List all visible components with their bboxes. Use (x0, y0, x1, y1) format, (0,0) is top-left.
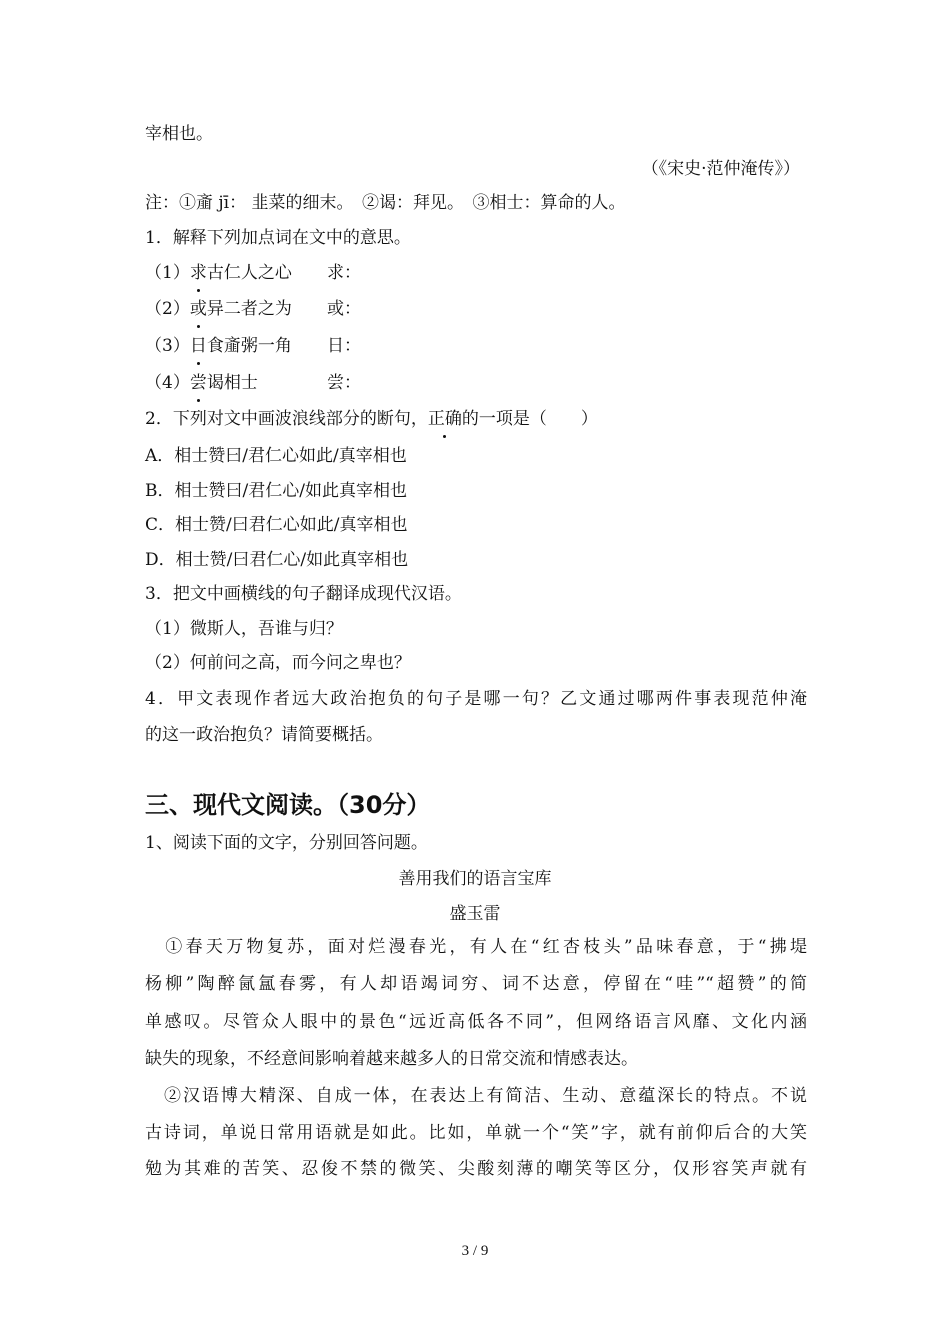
dotted-word: 尝 (189, 373, 207, 393)
question-2-option-a: A．相士赞曰/君仁心如此/真宰相也 (145, 446, 407, 466)
passage-tail: 宰相也。 (145, 124, 213, 144)
question-4-line-2: 的这一政治抱负？请简要概括。 (145, 725, 383, 745)
question-3-item-1: （1）微斯人，吾谁与归？ (145, 619, 343, 639)
paragraph-2-line-1: ②汉语博大精深、自成一体，在表达上有简洁、生动、意蕴深长的特点。不说 (145, 1086, 807, 1106)
section-3-instruction: 1、阅读下面的文字，分别回答问题。 (145, 833, 428, 853)
paragraph-1-line-3: 单感叹。尽管众人眼中的景色“远近高低各不同”，但网络语言风靡、文化内涵 (145, 1012, 807, 1032)
question-1-item-2: （2）或异二者之为 或： (145, 299, 361, 319)
paragraph-1-line-1: ①春天万物复苏，面对烂漫春光，有人在“红杏枝头”品味春意，于“拂堤 (145, 937, 807, 957)
answer-label: 求： (327, 263, 361, 283)
question-2-option-b: B．相士赞曰/君仁心/如此真宰相也 (145, 481, 407, 501)
section-3-heading: 三、现代文阅读。（30分） (145, 791, 431, 819)
paragraph-2-line-2: 古诗词，单说日常用语就是如此。比如，单就一个“笑”字，就有前仰后合的大笑 (145, 1123, 807, 1143)
article-title: 善用我们的语言宝库 (398, 869, 552, 889)
answer-label: 日： (327, 336, 361, 356)
question-2-option-d: D．相士赞/曰君仁心/如此真宰相也 (145, 550, 409, 570)
paragraph-1-line-2: 杨柳”陶醉氤氲春雾，有人却语竭词穷、词不达意，停留在“哇”“超赞”的简 (145, 974, 807, 994)
question-2-option-c: C．相士赞/曰君仁心如此/真宰相也 (145, 515, 408, 535)
answer-label: 或： (327, 299, 361, 319)
question-3-stem: 3．把文中画横线的句子翻译成现代汉语。 (145, 584, 462, 604)
question-3-item-2: （2）何前问之高，而今问之卑也？ (145, 653, 411, 673)
paragraph-1-line-4: 缺失的现象，不经意间影响着越来越多人的日常交流和情感表达。 (145, 1049, 638, 1069)
question-1-item-4: （4）尝谒相士 尝： (145, 373, 361, 393)
dotted-word: 求 (189, 263, 207, 283)
question-1-item-3: （3）日食齑粥一角 日： (145, 336, 361, 356)
article-author: 盛玉雷 (449, 904, 501, 924)
question-1-stem: 1．解释下列加点词在文中的意思。 (145, 228, 411, 248)
dotted-word: 或 (189, 299, 207, 319)
question-1-item-1: （1）求古仁人之心 求： (145, 263, 361, 283)
dotted-word: 日 (189, 336, 207, 356)
dotted-word: 正确 (427, 409, 462, 429)
paragraph-2-line-3: 勉为其难的苦笑、忍俊不禁的微笑、尖酸刻薄的嘲笑等区分，仅形容笑声就有 (145, 1159, 807, 1179)
source-citation: （《宋史·范仲淹传》） (641, 159, 800, 179)
answer-label: 尝： (327, 373, 361, 393)
annotation-notes: 注：①齑 jī： 韭菜的细末。 ②谒：拜见。 ③相士：算命的人。 (145, 193, 626, 213)
question-2-stem: 2．下列对文中画波浪线部分的断句，正确的一项是（ ） (145, 409, 598, 429)
question-4-line-1: 4．甲文表现作者远大政治抱负的句子是哪一句？乙文通过哪两件事表现范仲淹 (145, 689, 807, 709)
page-number: 3 / 9 (461, 1243, 489, 1259)
